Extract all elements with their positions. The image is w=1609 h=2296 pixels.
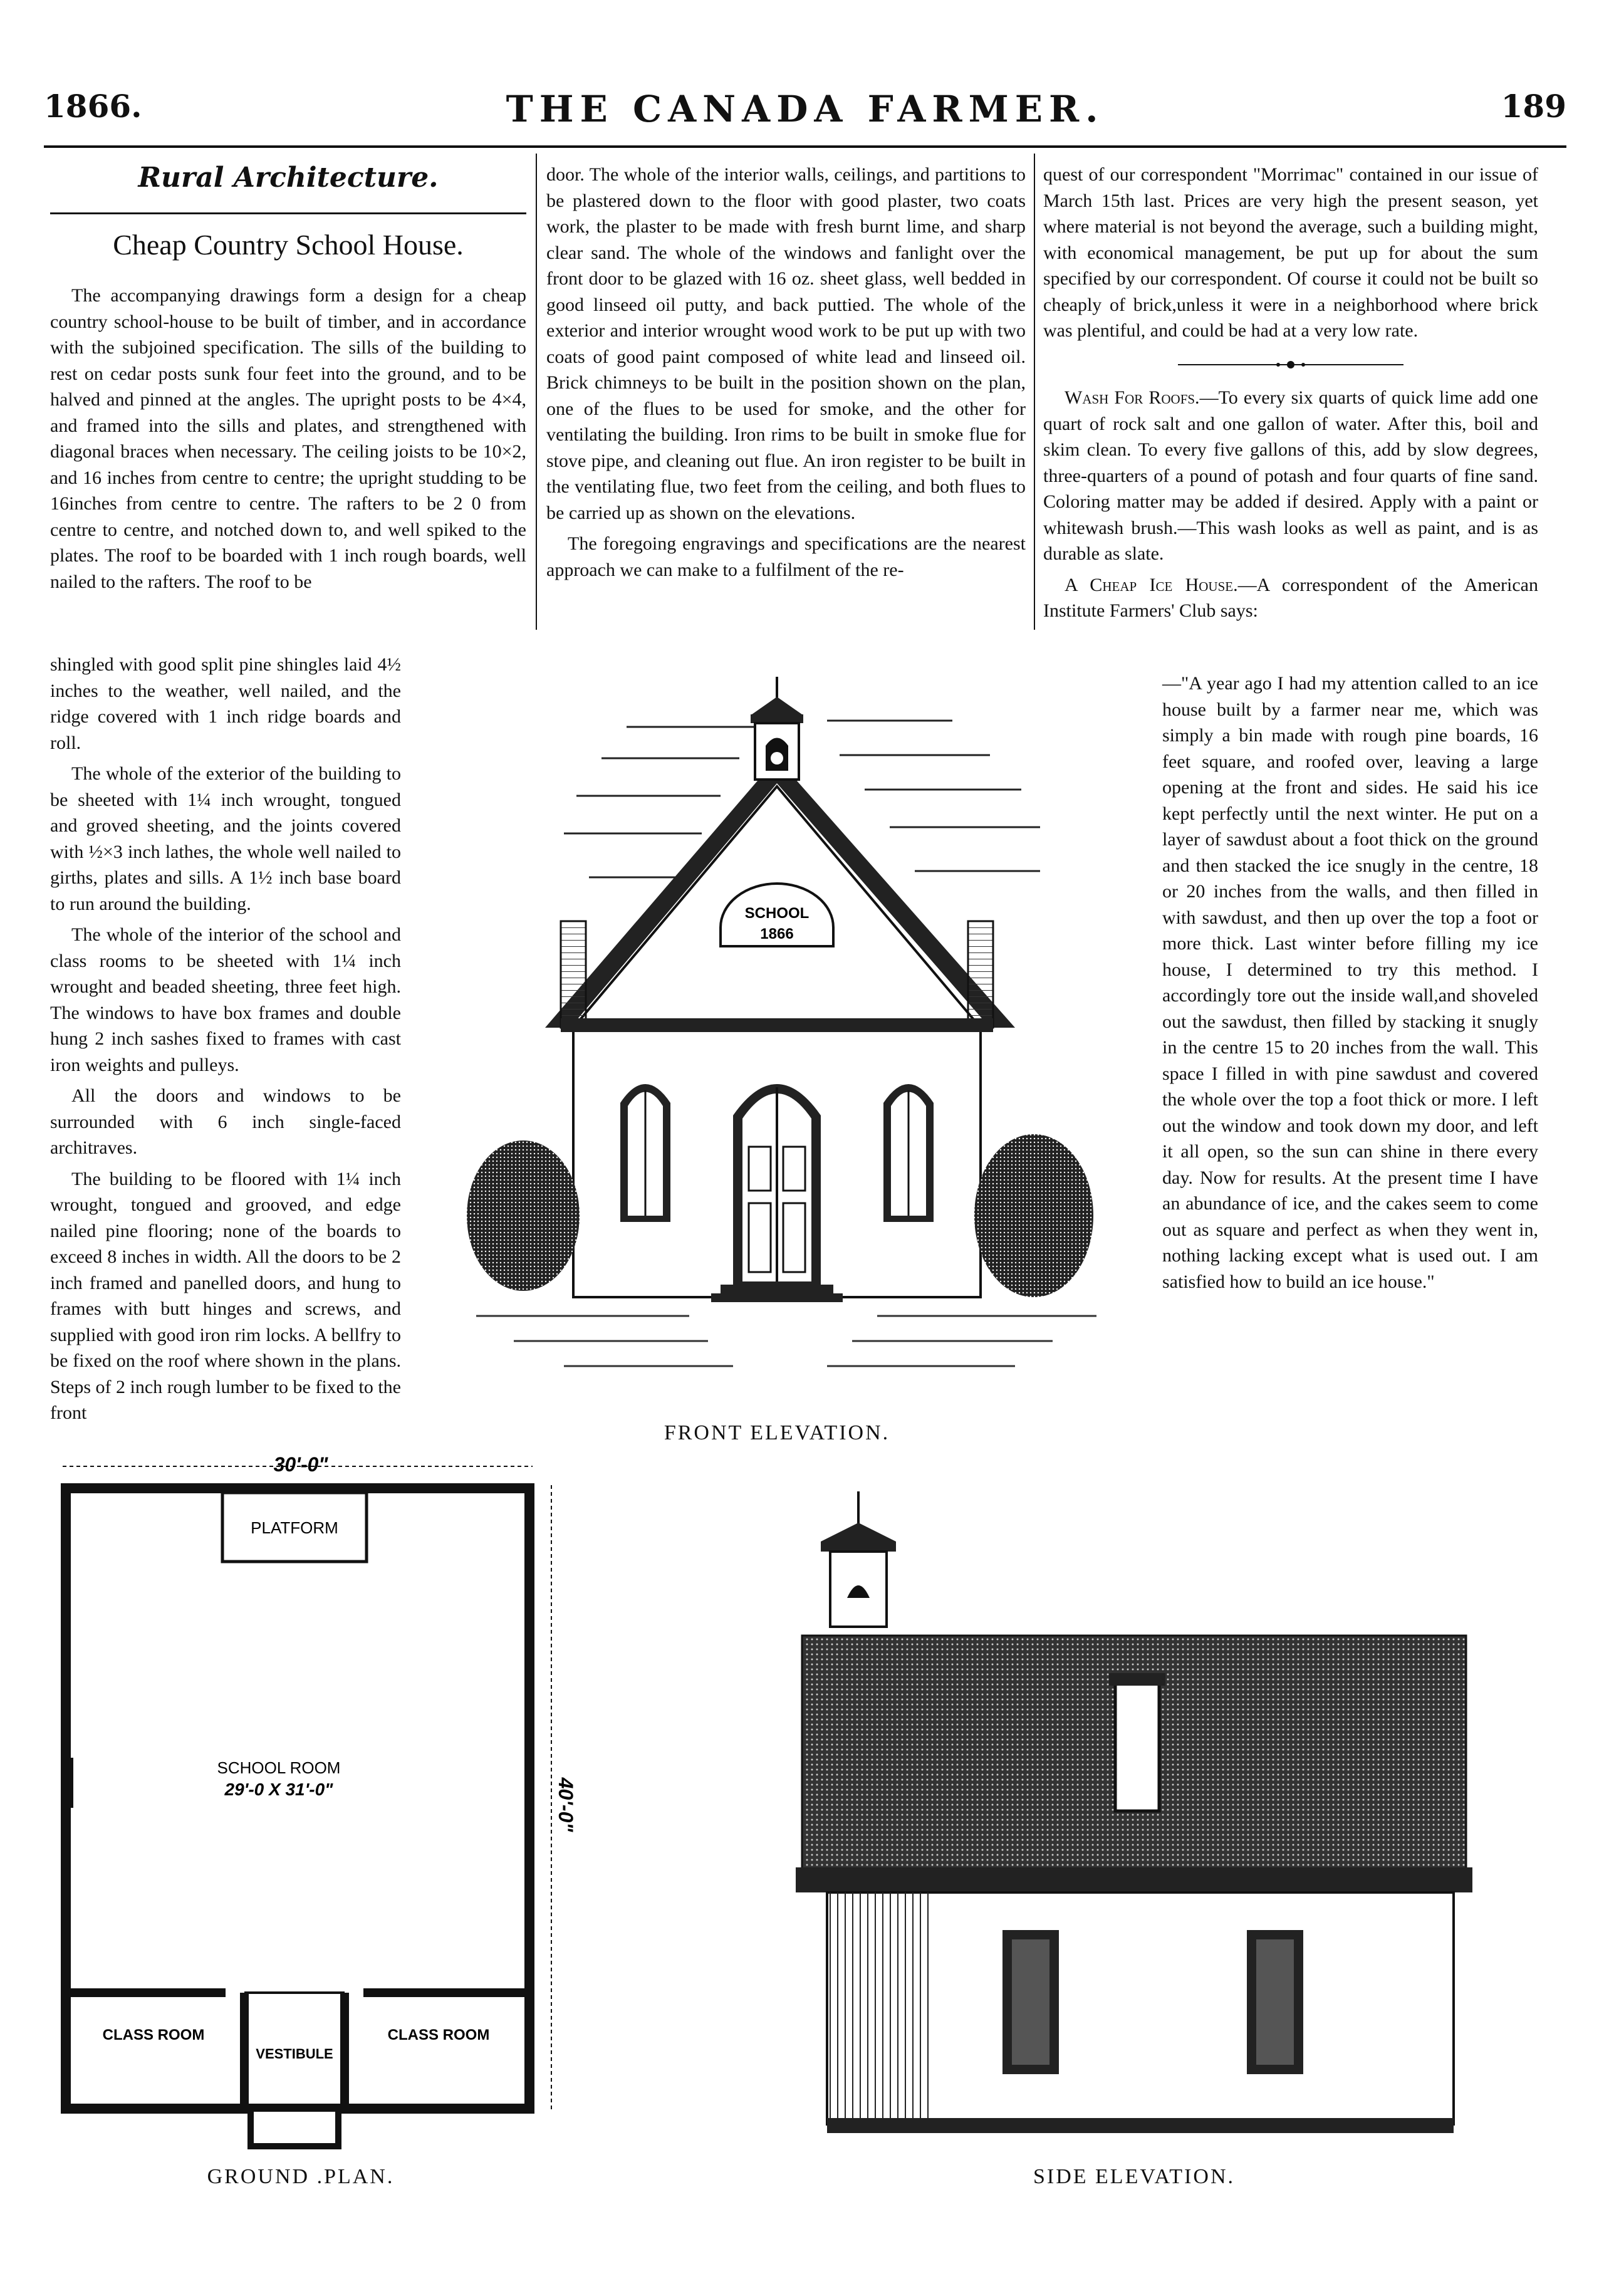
article-lead-text: [50, 283, 526, 595]
entry-porch: [251, 2109, 338, 2146]
column-rule-2: [1034, 154, 1035, 630]
ornament-divider: [1178, 360, 1403, 369]
page-number: 189: [1501, 88, 1566, 125]
platform-label: PLATFORM: [251, 1518, 338, 1537]
column-rule-1: [536, 154, 537, 630]
school-room-label: SCHOOL ROOM: [217, 1758, 341, 1777]
column-2: [546, 162, 1026, 588]
chimney-cap: [1109, 1673, 1165, 1686]
sign-word: SCHOOL: [744, 905, 810, 922]
article-paragraph-8: quest of our correspondent "Morrimac" contained in our issue of March 15th last. Prices are very high the present season, yet where material is not beyond the average, such a building might, with economical management, be put up for about the sum specified by our correspondent. Of course it could not be built so cheaply of brick,unless it were in a neighborhood where brick was plentiful, and could be had at a very low rate.: [1043, 164, 1538, 341]
article-paragraph-5: The building to be floored with 1¼ inch wrought, tongued and grooved, and edge nailed pine flooring; none of the boards to exceed 8 inches in width. All the doors to be 2 inch framed and panelled doors, and hung to frames with butt hinges and screws, and supplied with good iron rim locks. A bellfry to be fixed on the roof where shown in the plans. Steps of 2 inch rough lumber to be fixed to the front: [50, 1168, 401, 1423]
wall-shadow: [827, 1892, 934, 2124]
wash-for-roofs-item: [1043, 385, 1538, 567]
bell-tower-icon: [751, 677, 803, 780]
ice-lead: A Cheap Ice House.: [1065, 574, 1238, 595]
depth-dimension: 40'-0": [555, 1777, 577, 1832]
side-bell-tower-icon: [821, 1491, 896, 1627]
section-rule: [50, 212, 526, 214]
wash-lead: Wash For Roofs.: [1065, 387, 1200, 408]
class-room-right-label: CLASS ROOM: [387, 2027, 490, 2043]
wash-body: —To every six quarts of quick lime add one quart of rock salt and one gallon of water. After this, boil and skim clean. To every five gallons of this, add by slow degrees, three-quarters of a pound of potash and four quarts of fine sand. Coloring matter may be added if desired. Apply with a paint or whitewash brush.—This wash looks as well as paint, and is as durable as slate.: [1043, 387, 1538, 564]
front-elevation-illustration: [439, 652, 1147, 1429]
article-paragraph-7: The foregoing engravings and specifications are the nearest approach we can make to a fulfilment of the re-: [546, 533, 1026, 580]
ice-house-intro: [1043, 572, 1538, 624]
column-3: [1043, 162, 1538, 624]
article-paragraph-4: All the doors and windows to be surrounded with 6 inch single-faced architraves.: [50, 1085, 401, 1158]
ground-plan-illustration: [50, 1454, 589, 2162]
right-chimney: [968, 921, 993, 1028]
front-elevation-caption: FRONT ELEVATION.: [664, 1421, 890, 1444]
ice-house-text: —"A year ago I had my attention called to an ice house built by a farmer near me, which was simply a bin made with rough pine boards, 16 feet square, and roofed over, leaving a large opening at the front and sides. He said his ice kept perfectly until the next winter. He put on a layer of sawdust about a foot thick on the ground and then stacked the ice snugly in the centre, 18 or 20 inches from the walls, and then filled in with sawdust, and then up over the top a foot or more thick. Last winter before filling my ice house, I determined to try this method. I accordingly tore out the inside wall,and shoveled out the sawdust, then filled by stacking it snugly in the centre 15 to 20 inches from the wall. This space I filled in with pine sawdust and covered the whole over the top a foot thick or more. I left out the window and took down my door, and left it all open, so the sun can shine in there every day. Now for results. At the present time I have an abundance of ice, and the cakes seem to come out as square and perfect as when they went in, nothing lacking except what is used out. I am satisfied how to build an ice house.": [1162, 673, 1538, 1292]
issue-year: 1866.: [44, 88, 142, 125]
front-step-2: [711, 1293, 843, 1302]
article-paragraph-3: The whole of the interior of the school and class rooms to be sheeted with 1¼ inch wrought and beaded sheeting, three feet high. The windows to have box frames and double hung 2 inch sashes fixed to frames with cast iron weights and pulleys.: [50, 924, 401, 1075]
side-chimney: [61, 1758, 73, 1808]
ground-hatching: [476, 1316, 1096, 1366]
right-shrub: [974, 1134, 1093, 1297]
front-step-1: [721, 1285, 833, 1293]
school-room-dimension: 29'-0 X 31'-0": [224, 1780, 333, 1799]
publication-title: THE CANADA FARMER.: [506, 88, 1105, 130]
column-1: [50, 162, 526, 600]
side-chimney-stack: [1115, 1679, 1159, 1811]
ornamental-rule: [1043, 350, 1538, 377]
width-dimension: 30'-0": [273, 1454, 328, 1476]
article-paragraph-1-end: shingled with good split pine shingles laid 4½ inches to the weather, well nailed, and the ridge covered with 1 inch ridge boards and roll.: [50, 654, 401, 753]
side-elevation-caption: SIDE ELEVATION.: [1033, 2165, 1235, 2188]
class-room-left-label: CLASS ROOM: [102, 2027, 205, 2043]
ice-intro: —A correspondent of the American Institute Farmers' Club says:: [1043, 574, 1539, 621]
masthead-rule: [44, 145, 1566, 148]
ground-plan-caption: GROUND .PLAN.: [207, 2165, 395, 2188]
left-chimney: [561, 921, 586, 1028]
masthead: [44, 88, 1566, 144]
side-elevation-illustration: [739, 1491, 1516, 2156]
section-heading: Rural Architecture.: [138, 162, 439, 194]
side-eave: [796, 1867, 1472, 1892]
article-paragraph-1: The accompanying drawings form a design for a cheap country school-house to be built of timber, and in accordance with the subjoined specification. The sills of the building to rest on cedar posts sunk four feet into the ground, and to be halved and pinned at the angles. The upright posts to be 4×4, and framed into the sills and plates, and strengthened with diagonal braces when necessary. The ceiling joists to be 10×2, and 16 inches from centre to centre; the upright studding to be 16inches from centre to centre. The rafters to be 2 0 from centre to centre, and notched down to, and well spiked to the plates. The roof to be boarded with 1 inch rough boards, well nailed to the rafters. The roof to be: [50, 285, 526, 592]
article-paragraph-2: The whole of the exterior of the building to be sheeted with 1¼ inch wrought, tongued and groved sheeting, and the joints covered with ½×3 inch lathes, the whole well nailed to girths, plates and sills. A 1½ inch base board to run around the building.: [50, 763, 401, 914]
ice-house-body: [1162, 671, 1538, 1300]
cornice: [561, 1018, 993, 1032]
side-base-board: [827, 2118, 1454, 2133]
front-door: [733, 1084, 821, 1285]
article-title: Cheap Country School House.: [113, 229, 464, 261]
column-1-lower: [50, 652, 401, 1431]
left-shrub: [467, 1140, 580, 1291]
vestibule-label: VESTIBULE: [256, 2046, 333, 2062]
sign-year: 1866: [760, 926, 794, 942]
article-paragraph-6: door. The whole of the interior walls, ceilings, and partitions to be plastered down to the floor with good plaster, two coats work, the plaster to be made with fresh burnt lime, and sharp clear sand. The whole of the windows and fanlight over the front door to be glazed with 16 oz. sheet glass, well bedded in good linseed oil putty, and back puttied. The whole of the exterior and interior wrought wood work to be put up with two coats of good paint composed of white lead and linseed oil. Brick chimneys to be built in the position shown on the plan, one of the flues to be used for smoke, and the other for ventilating the building. Iron rims to be built in smoke flue for stove pipe, and cleaning out flue. An iron register to be built in the ventilating flue, two feet from the ceiling, and both flues to be carried up as shown on the elevations.: [546, 164, 1026, 523]
